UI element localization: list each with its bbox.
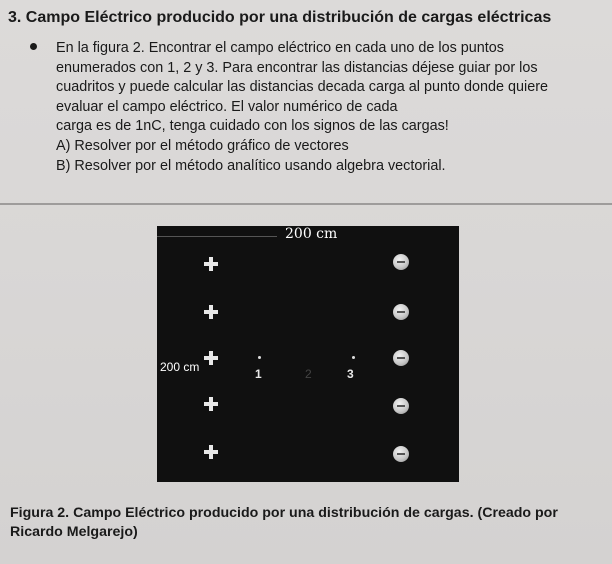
positive-charge-icon [203,444,219,460]
height-dimension-label: 200 cm [160,360,200,374]
problem-statement [56,39,606,176]
positive-charge-icon [203,304,219,320]
width-dimension-label: 200 cm [285,226,338,242]
point-3-marker [352,356,355,359]
page-divider [0,203,612,205]
point-1-marker [258,356,261,359]
point-1-label: 1 [255,367,262,381]
point-2-label: 2 [305,367,312,381]
negative-charge-icon [393,446,409,462]
negative-charge-icon [393,304,409,320]
figure-caption: Figura 2. Campo Eléctrico producido por una distribución de cargas. (Creado por Ricardo Melgarejo) [10,505,558,540]
negative-charge-icon [393,254,409,270]
statement-line: cuadritos y puede calcular las distancias decada carga al punto donde quiere [56,79,549,96]
positive-charge-icon [203,396,219,412]
charge-distribution-figure [157,226,459,482]
positive-charge-icon [203,256,219,272]
instruction-b: B) Resolver por el método analítico usando algebra vectorial. [56,157,446,174]
statement-line: enumerados con 1, 2 y 3. Para encontrar las distancias déjese guiar por los [56,59,538,76]
statement-line: carga es de 1nC, tenga cuidado con los signos de las cargas! [56,118,449,135]
section-heading: 3. Campo Eléctrico producido por una distribución de cargas eléctricas [8,9,552,26]
statement-line: En la figura 2. Encontrar el campo eléctrico en cada uno de los puntos [56,40,504,56]
negative-charge-icon [393,398,409,414]
negative-charge-icon [393,350,409,366]
instruction-a: A) Resolver por el método gráfico de vectores [56,137,349,154]
positive-charge-icon [203,350,219,366]
dimension-line [157,236,277,237]
bullet-marker [30,43,37,50]
point-3-label: 3 [347,367,354,381]
statement-line: evaluar el campo eléctrico. El valor numérico de cada [56,98,398,115]
